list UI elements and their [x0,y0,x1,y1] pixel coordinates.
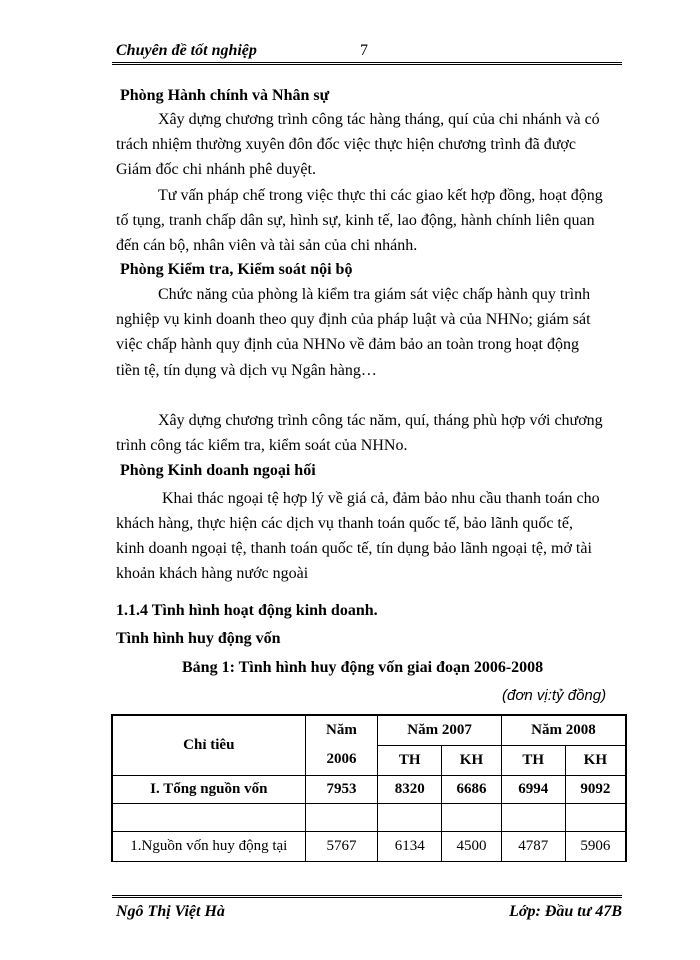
paragraph-line: trách nhiệm thường xuyên đôn đốc việc thực hiện chương trình đã được [116,136,576,153]
paragraph-line: Khai thác ngoại tệ hợp lý về giá cả, đảm bảo nhu cầu thanh toán cho [162,490,600,507]
cell-th-2008 [501,803,565,831]
document-title: Chuyên đề tốt nghiệp [116,42,257,59]
paragraph-line: Tư vấn pháp chế trong việc thực thi các giao kết hợp đồng, hoạt động [158,187,603,204]
subsection-heading-huy-dong-von: Tình hình huy động vốn [116,630,281,647]
paragraph-line: việc chấp hành quy định của NHNo về đảm bảo an toàn trong hoạt động [116,336,579,353]
cell-th-2007: 8320 [378,775,442,803]
header-nam-2007: Năm 2007 [378,715,502,745]
cell-th-2008: 4787 [501,831,565,861]
paragraph-line: khoản khách hàng nước ngoài [116,565,309,582]
row-label: I. Tổng nguồn vốn [112,775,305,803]
capital-mobilization-table [111,714,627,862]
header-th-2008: TH [501,745,565,775]
cell-2006 [305,803,378,831]
page-header [112,40,622,64]
header-th-2007: TH [378,745,442,775]
cell-2006: 7953 [305,775,378,803]
paragraph-line: Giám đốc chi nhánh phê duyệt. [116,161,316,178]
page-number: 7 [360,42,368,59]
cell-th-2008: 6994 [501,775,565,803]
paragraph-line: tố tụng, tranh chấp dân sự, hình sự, kinh tế, lao động, hành chính liên quan [116,212,595,229]
header-nam-2006-line1: Năm [305,715,378,745]
table-caption: Bảng 1: Tình hình huy động vốn giai đoạn 2006-2008 [182,659,544,676]
cell-kh-2007: 4500 [442,831,502,861]
cell-kh-2008 [565,803,626,831]
section-heading-hanh-chinh: Phòng Hành chính và Nhân sự [120,87,330,104]
cell-kh-2008: 5906 [565,831,626,861]
header-nam-2008: Năm 2008 [501,715,626,745]
header-kh-2008: KH [565,745,626,775]
paragraph-line: tiền tệ, tín dụng và dịch vụ Ngân hàng… [116,362,377,379]
paragraph-line: Xây dựng chương trình công tác năm, quí, tháng phù hợp với chương [158,412,603,429]
table-row [112,775,626,803]
cell-kh-2007 [442,803,502,831]
cell-2006: 5767 [305,831,378,861]
cell-kh-2007: 6686 [442,775,502,803]
paragraph-line: nghiệp vụ kinh doanh theo quy định của pháp luật và của NHNo; giám sát [116,311,591,328]
footer-rule [112,895,622,898]
paragraph-line: đến cán bộ, nhân viên và tài sản của chi nhánh. [116,237,418,254]
author-name: Ngô Thị Việt Hà [116,903,225,920]
paragraph-line: Chức năng của phòng là kiểm tra giám sát việc chấp hành quy trình [158,286,591,303]
row-label: 1.Nguồn vốn huy động tại [112,831,305,861]
subsection-heading-1-1-4: 1.1.4 Tình hình hoạt động kinh doanh. [116,602,378,619]
table-unit-note: (đơn vị:tỷ đồng) [502,687,607,704]
paragraph-line: khách hàng, thực hiện các dịch vụ thanh toán quốc tế, bảo lãnh quốc tế, [116,515,573,532]
class-name: Lớp: Đầu tư 47B [509,903,622,920]
page-footer [112,895,622,925]
header-nam-2006-line2: 2006 [305,745,378,775]
row-label [112,803,305,831]
cell-th-2007 [378,803,442,831]
header-rule [112,62,622,65]
header-kh-2007: KH [442,745,502,775]
paragraph-line: trình công tác kiểm tra, kiểm soát của NHNo. [116,437,408,454]
table-row [112,831,626,861]
section-heading-ngoai-hoi: Phòng Kinh doanh ngoại hối [120,462,316,479]
cell-kh-2008: 9092 [565,775,626,803]
table-row [112,803,626,831]
header-chi-tieu: Chỉ tiêu [112,715,305,775]
cell-th-2007: 6134 [378,831,442,861]
section-heading-kiem-tra: Phòng Kiểm tra, Kiểm soát nội bộ [120,261,353,278]
paragraph-line: Xây dựng chương trình công tác hàng tháng, quí của chi nhánh và có [158,111,600,128]
paragraph-line: kinh doanh ngoại tệ, thanh toán quốc tế, tín dụng bảo lãnh ngoại tệ, mở tài [116,540,592,557]
